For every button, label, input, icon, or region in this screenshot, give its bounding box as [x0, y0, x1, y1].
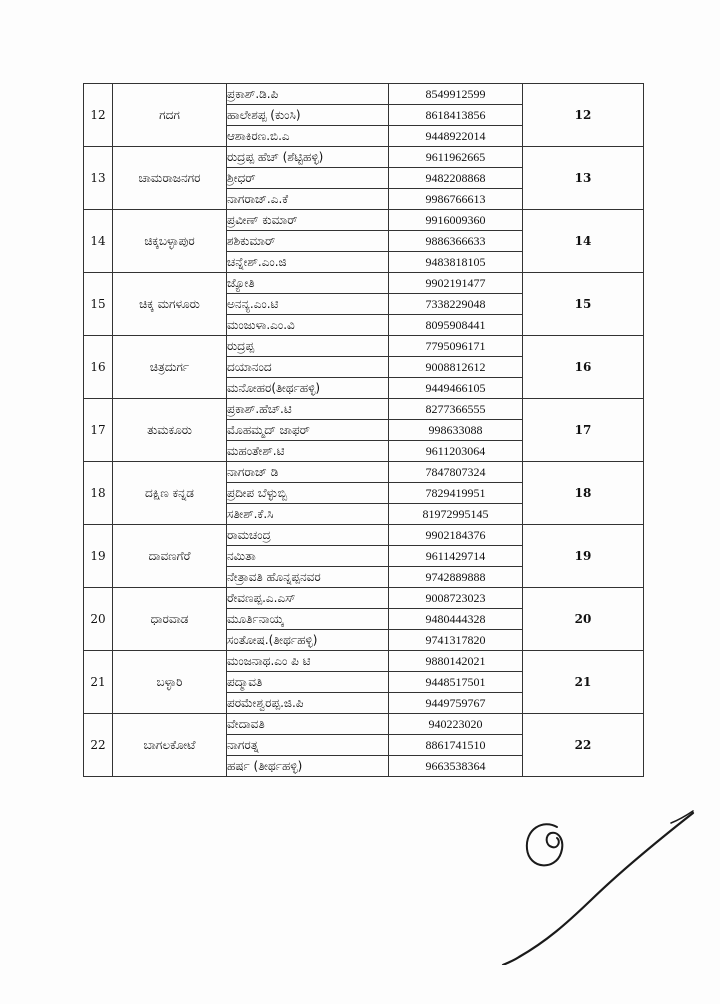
phone-number-cell: 9611429714: [389, 546, 523, 567]
district-name-cell: ಚಿಕ್ಕಬಳ್ಳಾಪುರ: [113, 210, 227, 273]
phone-number-cell: 9902191477: [389, 273, 523, 294]
member-name-cell: ಜ್ಯೋತಿ: [227, 273, 389, 294]
table-row: [84, 273, 644, 294]
phone-number-cell: 9008812612: [389, 357, 523, 378]
serial-number-cell: 22: [84, 714, 113, 777]
member-name-cell: ಮಂಜನಾಥ.ಎಂ ಪಿ ಟಿ: [227, 651, 389, 672]
member-name-cell: ಅನನ್ಯ.ಎಂ.ಟಿ: [227, 294, 389, 315]
member-name-cell: ಪ್ರದೀಪ ಬೆಳ್ಳುಬ್ಬಿ: [227, 483, 389, 504]
member-name-cell: ಮೂರ್ತಿನಾಯ್ಕ: [227, 609, 389, 630]
serial-number-cell: 19: [84, 525, 113, 588]
table-row: [84, 147, 644, 168]
phone-number-cell: 7847807324: [389, 462, 523, 483]
district-name-cell: ಗದಗ: [113, 84, 227, 147]
member-name-cell: ನಾಗರಾಜ್.ಎ.ಕೆ: [227, 189, 389, 210]
group-number-cell: 19: [523, 525, 644, 588]
member-name-cell: ಶ್ರೀಧರ್: [227, 168, 389, 189]
phone-number-cell: 9663538364: [389, 756, 523, 777]
member-name-cell: ನಮಿತಾ: [227, 546, 389, 567]
district-name-cell: ಚಾಮರಾಜನಗರ: [113, 147, 227, 210]
table-row: [84, 336, 644, 357]
district-name-cell: ತುಮಕೂರು: [113, 399, 227, 462]
phone-number-cell: 7338229048: [389, 294, 523, 315]
serial-number-cell: 14: [84, 210, 113, 273]
member-name-cell: ಪರಮೇಶ್ವರಪ್ಪ.ಜಿ.ಪಿ: [227, 693, 389, 714]
member-name-cell: ನೇತ್ರಾವತಿ ಹೊನ್ನಪ್ಪನವರ: [227, 567, 389, 588]
district-name-cell: ಧಾರವಾಡ: [113, 588, 227, 651]
phone-number-cell: 9449759767: [389, 693, 523, 714]
group-number-cell: 14: [523, 210, 644, 273]
phone-number-cell: 9448922014: [389, 126, 523, 147]
group-number-cell: 18: [523, 462, 644, 525]
district-name-cell: ಬಾಗಲಕೋಟೆ: [113, 714, 227, 777]
member-name-cell: ವೇದಾವತಿ: [227, 714, 389, 735]
serial-number-cell: 15: [84, 273, 113, 336]
member-name-cell: ಪದ್ಮಾವತಿ: [227, 672, 389, 693]
phone-number-cell: 9008723023: [389, 588, 523, 609]
phone-number-cell: 9449466105: [389, 378, 523, 399]
serial-number-cell: 20: [84, 588, 113, 651]
phone-number-cell: 9482208868: [389, 168, 523, 189]
phone-number-cell: 9611203064: [389, 441, 523, 462]
phone-number-cell: 9742889888: [389, 567, 523, 588]
serial-number-cell: 12: [84, 84, 113, 147]
member-name-cell: ಮಹಂತೇಶ್.ಟಿ: [227, 441, 389, 462]
phone-number-cell: 9611962665: [389, 147, 523, 168]
member-name-cell: ಶಶಿಕುಮಾರ್: [227, 231, 389, 252]
table-row: [84, 210, 644, 231]
phone-number-cell: 9986766613: [389, 189, 523, 210]
member-name-cell: ದಯಾನಂದ: [227, 357, 389, 378]
group-number-cell: 22: [523, 714, 644, 777]
phone-number-cell: 8277366555: [389, 399, 523, 420]
phone-number-cell: 7829419951: [389, 483, 523, 504]
serial-number-cell: 13: [84, 147, 113, 210]
table-row: [84, 462, 644, 483]
roster-body: [84, 84, 644, 777]
phone-number-cell: 9483818105: [389, 252, 523, 273]
phone-number-cell: 998633088: [389, 420, 523, 441]
phone-number-cell: 9880142021: [389, 651, 523, 672]
group-number-cell: 20: [523, 588, 644, 651]
table-row: [84, 588, 644, 609]
member-name-cell: ನಾಗರಾಜ್ ಡಿ: [227, 462, 389, 483]
member-name-cell: ಪ್ರವೀಣ್ ಕುಮಾರ್: [227, 210, 389, 231]
member-name-cell: ಪ್ರಕಾಶ್.ಡಿ.ಪಿ: [227, 84, 389, 105]
group-number-cell: 13: [523, 147, 644, 210]
member-name-cell: ಸತೀಶ್.ಕೆ.ಸಿ: [227, 504, 389, 525]
serial-number-cell: 21: [84, 651, 113, 714]
district-name-cell: ಚಿತ್ರದುರ್ಗ: [113, 336, 227, 399]
member-name-cell: ಹಾಲೇಶಪ್ಪ (ಕುಂಸಿ): [227, 105, 389, 126]
table-row: [84, 399, 644, 420]
member-name-cell: ಚನ್ನೇಶ್.ಎಂ.ಜಿ: [227, 252, 389, 273]
phone-number-cell: 9916009360: [389, 210, 523, 231]
member-name-cell: ಪ್ರಕಾಶ್.ಹೆಚ್.ಟಿ: [227, 399, 389, 420]
table-row: [84, 651, 644, 672]
member-name-cell: ಮಂಜುಳಾ.ಎಂ.ವಿ: [227, 315, 389, 336]
member-name-cell: ಹರ್ಷ (ತೀರ್ಥಹಳ್ಳಿ): [227, 756, 389, 777]
group-number-cell: 16: [523, 336, 644, 399]
table-row: [84, 525, 644, 546]
phone-number-cell: 7795096171: [389, 336, 523, 357]
member-name-cell: ಮೊಹಮ್ಮದ್ ಜಾಫರ್: [227, 420, 389, 441]
district-name-cell: ದಕ್ಷಿಣ ಕನ್ನಡ: [113, 462, 227, 525]
table-row: [84, 714, 644, 735]
district-name-cell: ದಾವಣಗೆರೆ: [113, 525, 227, 588]
phone-number-cell: 8095908441: [389, 315, 523, 336]
group-number-cell: 21: [523, 651, 644, 714]
group-number-cell: 17: [523, 399, 644, 462]
serial-number-cell: 16: [84, 336, 113, 399]
phone-number-cell: 8861741510: [389, 735, 523, 756]
member-name-cell: ನಾಗರತ್ನ: [227, 735, 389, 756]
handwritten-signature: [495, 805, 695, 965]
district-name-cell: ಚಿಕ್ಕ ಮಗಳೂರು: [113, 273, 227, 336]
phone-number-cell: 940223020: [389, 714, 523, 735]
group-number-cell: 15: [523, 273, 644, 336]
phone-number-cell: 9886366633: [389, 231, 523, 252]
district-roster-table: [83, 83, 644, 777]
group-number-cell: 12: [523, 84, 644, 147]
phone-number-cell: 9480444328: [389, 609, 523, 630]
table-row: [84, 84, 644, 105]
member-name-cell: ರಾಮಚಂದ್ರ: [227, 525, 389, 546]
phone-number-cell: 8549912599: [389, 84, 523, 105]
member-name-cell: ಮನೋಹರ(ತೀರ್ಥಹಳ್ಳಿ): [227, 378, 389, 399]
district-name-cell: ಬಳ್ಳಾರಿ: [113, 651, 227, 714]
member-name-cell: ರುದ್ರಪ್ಪ ಹೆಚ್ (ಶೆಟ್ಟಿಹಳ್ಳಿ): [227, 147, 389, 168]
serial-number-cell: 18: [84, 462, 113, 525]
serial-number-cell: 17: [84, 399, 113, 462]
phone-number-cell: 9741317820: [389, 630, 523, 651]
member-name-cell: ರುದ್ರಪ್ಪ: [227, 336, 389, 357]
phone-number-cell: 8618413856: [389, 105, 523, 126]
member-name-cell: ಸಂತೋಷ.(ತೀರ್ಥಹಳ್ಳಿ): [227, 630, 389, 651]
member-name-cell: ಆಶಾಕಿರಣ.ಬಿ.ಎ: [227, 126, 389, 147]
phone-number-cell: 9448517501: [389, 672, 523, 693]
phone-number-cell: 9902184376: [389, 525, 523, 546]
member-name-cell: ರೇವಣಪ್ಪ.ಎ.ಎಸ್: [227, 588, 389, 609]
phone-number-cell: 81972995145: [389, 504, 523, 525]
